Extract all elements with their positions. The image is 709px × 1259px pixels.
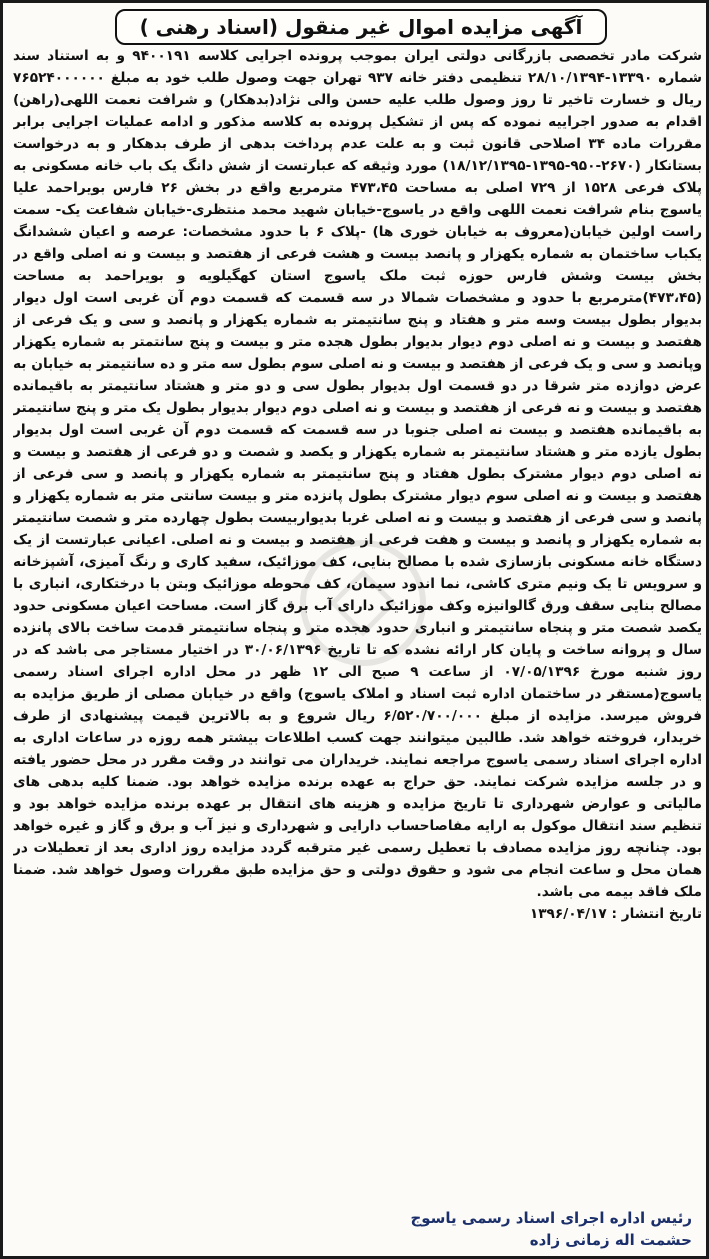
- signature-title: رئیس اداره اجرای اسناد رسمی یاسوج: [410, 1209, 692, 1227]
- notice-body-text: شرکت مادر تخصصی بازرگانی دولتی ایران بموجب پرونده اجرایی کلاسه ۹۴۰۰۱۹۱ و به استناد سند شماره ۱۳۳۹۰-۲۸/۱۰/۱۳۹۴ تنظیمی دفتر خانه ۹۳۷ تهران جهت وصول طلب خود به مبلغ ۷۶۵۲۴۰۰۰۰۰۰ ریال و خسارت تاخیر تا روز وصول طلب علیه حسن والی نژاد(بدهکار) و شرافت نعمت اللهی(راهن) اقدام به صدور اجراییه نموده که پس از تشکیل پرونده به کلاسه مذکور و ادامه عملیات اجرایی برابر مقررات ماده ۳۴ اصلاحی قانون ثبت و به علت عدم پرداخت بدهی از طرف بدهکار و به درخواست بستانکار (۲۶۷۰-۹۵۰-۱۳۹۵-۱۸/۱۲/۱۳۹۵) مورد وثیقه که عبارتست از شش دانگ یک باب خانه مسکونی به پلاک فرعی ۱۵۲۸ از ۷۲۹ اصلی به مساحت ۴۷۳،۴۵ مترمربع واقع در بخش ۲۶ فارس بویراحمد علیا یاسوج بنام شرافت نعمت اللهی واقع در یاسوج-خیابان شهید محمد منتظری-خیابان شفاعت یک- سمت راست اولین خیابان(معروف به خیابان خوری ها) -پلاک ۶ با حدود مشخصات: عرصه و اعیان ششدانگ یکباب ساختمان به شماره یکهزار و پانصد بیست و هشت فرعی از هفتصد و بیست و نه اصلی واقع در بخش بیست وشش فارس حوزه ثبت ملک یاسوج استان کهگیلویه و بویراحمد به مساحت (۴۷۳،۴۵)مترمربع با حدود و مشخصات شمالا در سه قسمت که قسمت دوم آن غربی است اول دیوار بدیوار بطول بیست وسه متر و هفتاد و پنج سانتیمتر به شماره یکهزار و پانصد و سی و یک فرعی از هفتصد و بیست و نه اصلی دوم دیوار بدیوار بطول هجده متر و بیست و پنج سانتمتر به شماره یکهزار وپانصد و سی و یک فرعی از هفتصد و بیست و نه اصلی سوم بطول سه متر و ده سانتیمتر به خیابان به عرض دوازده متر شرقا در دو قسمت اول بدیوار بطول سی و دو متر و هشتاد سانتیمتر به باقیمانده هفتصد و بیست و نه فرعی از هفتصد و بیست و نه اصلی دوم دیوار بدیوار بطول یک متر و پنج سانتیمتر به باقیمانده هفتصد و بیست نه اصلی جنوبا در سه قسمت که قسمت دوم آن غربی است اول بدیوار بطول یازده متر و هشتاد سانتیمتر به شماره یکهزار و یکصد و شصت و دو فرعی از هفتصد و بیست و نه اصلی دوم دیوار مشترک بطول هفتاد و پنج سانتیمتر به شماره یکهزار و پانصد و سی فرعی از هفتصد و بیست و نه اصلی سوم دیوار مشترک بطول پانزده متر و بیست سانتی متر به شماره یکهزار و پانصد و سی فرعی از هفتصد و بیست و نه اصلی غربا بدیواربیست بطول چهارده متر و شصت سانتیمتر به شماره یکهزار و پانصد و بیست و هفت فرعی از هفتصد و بیست و نه اصلی. اعیانی عبارتست از یک دستگاه خانه مسکونی بازسازی شده با مصالح بنایی، کف موزائیک، سفید کاری و رنگ آمیزی، آشپزخانه و سرویس تا یک ونیم متری کاشی، نما اندود سیمان، کف محوطه موزائیک وبتن با درختکاری، انباری با مصالح بنایی سقف ورق گالوانیزه وکف موزائیک دارای آب برق گاز است. مساحت اعیان مسکونی حدود یکصد شصت متر و پنجاه سانتیمتر و انباری حدود هجده متر و پنجاه سانتیمتر قدمت ساخت بالای پانزده سال و پروانه ساخت و پایان کار ارائه نشده که تا تاریخ ۳۰/۰۶/۱۳۹۶ در اختیار مستاجر می باشد که در روز شنبه مورخ ۰۷/۰۵/۱۳۹۶ از ساعت ۹ صبح الی ۱۲ ظهر در محل اداره اجرای اسناد رسمی یاسوج(مستقر در ساختمان اداره ثبت اسناد و املاک یاسوج) واقع در خیابان مصلی از طریق مزایده به فروش میرسد. مزایده از مبلغ ۶/۵۲۰/۷۰۰/۰۰۰ ریال شروع و به بالاترین قیمت پیشنهادی از طرف خریدار، فروخته خواهد شد. طالبین میتوانند جهت کسب اطلاعات بیشتر همه روزه در ساعات اداری به اداره اجرای اسناد رسمی یاسوج مراجعه نمایند. خریداران می توانند در وقت مقرر در محل حضور یافته و در جلسه مزایده شرکت نمایند. حق حراج به عهده برنده مزایده خواهد بود. ضمنا کلیه بدهی های مالیاتی و عوارض شهرداری تا تاریخ مزایده و هزینه های انتقال بر عهده برنده مزایده خواهد بود و تنظیم سند انتقال موکول به ارایه مفاصاحساب دارایی و شهرداری و نیز آب و برق و گاز و غیره خواهد بود. چنانچه روز مزایده مصادف با تعطیل رسمی غیر مترقبه گردد مزایده روز اداری بعد از تعطیلات در همان محل و ساعت انجام می شود و حقوق دولتی و حق مزایده طبق مقررات وصول خواهد شد. ضمنا ملک فاقد بیمه می باشد.: [13, 48, 702, 900]
- notice-title: آگهی مزایده اموال غیر منقول (اسناد رهنی ): [139, 15, 583, 39]
- title-box: [115, 9, 607, 45]
- publish-date: تاریخ انتشار : ۱۳۹۶/۰۴/۱۷: [529, 906, 702, 922]
- signature-block: [392, 1207, 692, 1251]
- signature-name: حشمت اله زمانی زاده: [529, 1231, 692, 1249]
- notice-body: [13, 45, 702, 1170]
